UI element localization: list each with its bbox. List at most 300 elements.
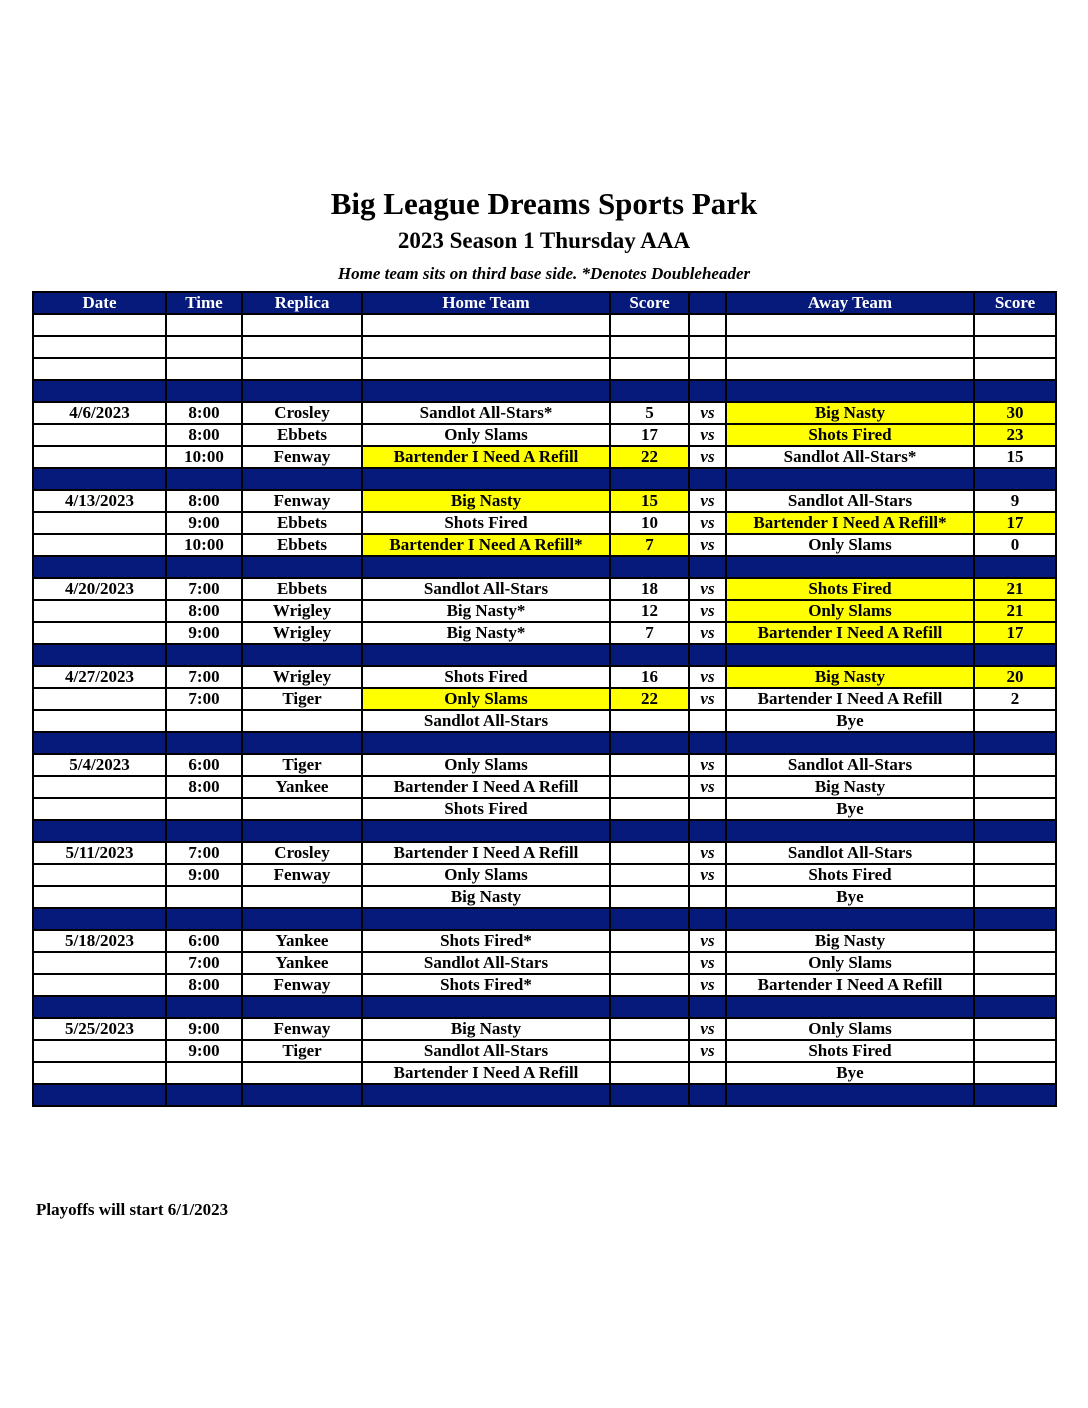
home-score-cell	[610, 732, 689, 754]
game-row	[33, 402, 1056, 424]
date-cell	[33, 468, 166, 490]
home-team-cell: Shots Fired	[362, 512, 610, 534]
schedule-note: Home team sits on third base side. *Denotes Doubleheader	[337, 264, 751, 283]
time-cell	[166, 886, 242, 908]
away-score-cell	[974, 952, 1056, 974]
away-team-cell: Bye	[726, 710, 974, 732]
vs-cell: vs	[689, 1040, 726, 1062]
away-team-cell: Only Slams	[726, 534, 974, 556]
home-score-cell	[610, 1018, 689, 1040]
away-score-cell: 23	[974, 424, 1056, 446]
vs-cell	[689, 908, 726, 930]
home-team-cell: Bartender I Need A Refill	[362, 1062, 610, 1084]
week-separator-row	[33, 820, 1056, 842]
date-cell	[33, 512, 166, 534]
away-team-cell	[726, 732, 974, 754]
home-score-cell	[610, 886, 689, 908]
game-row	[33, 930, 1056, 952]
game-row	[33, 446, 1056, 468]
vs-cell: vs	[689, 930, 726, 952]
replica-cell	[242, 468, 362, 490]
away-score-cell: 17	[974, 512, 1056, 534]
vs-cell	[689, 996, 726, 1018]
home-team-cell: Big Nasty	[362, 1018, 610, 1040]
game-row	[33, 1040, 1056, 1062]
away-team-cell	[726, 556, 974, 578]
date-cell	[33, 1084, 166, 1106]
header-away-team: Away Team	[726, 292, 974, 314]
home-score-cell	[610, 974, 689, 996]
away-score-cell	[974, 710, 1056, 732]
away-score-cell	[974, 886, 1056, 908]
vs-cell	[689, 556, 726, 578]
away-team-cell: Sandlot All-Stars	[726, 842, 974, 864]
away-score-cell	[974, 798, 1056, 820]
away-team-cell: Sandlot All-Stars	[726, 754, 974, 776]
vs-cell	[689, 820, 726, 842]
home-score-cell	[610, 1062, 689, 1084]
away-team-cell: Shots Fired	[726, 578, 974, 600]
replica-cell	[242, 886, 362, 908]
home-score-cell	[610, 864, 689, 886]
replica-cell: Fenway	[242, 864, 362, 886]
replica-cell	[242, 358, 362, 380]
vs-cell: vs	[689, 578, 726, 600]
replica-cell	[242, 908, 362, 930]
away-team-cell: Bye	[726, 1062, 974, 1084]
away-team-cell: Big Nasty	[726, 930, 974, 952]
vs-cell: vs	[689, 622, 726, 644]
date-cell	[33, 864, 166, 886]
away-score-cell	[974, 336, 1056, 358]
time-cell	[166, 732, 242, 754]
replica-cell: Yankee	[242, 952, 362, 974]
replica-cell: Fenway	[242, 974, 362, 996]
home-team-cell: Shots Fired	[362, 798, 610, 820]
away-team-cell: Only Slams	[726, 952, 974, 974]
home-team-cell	[362, 996, 610, 1018]
time-cell: 7:00	[166, 688, 242, 710]
game-row	[33, 688, 1056, 710]
time-cell: 7:00	[166, 842, 242, 864]
away-score-cell: 9	[974, 490, 1056, 512]
away-team-cell: Bartender I Need A Refill*	[726, 512, 974, 534]
home-score-cell	[610, 556, 689, 578]
time-cell: 8:00	[166, 490, 242, 512]
home-team-cell: Only Slams	[362, 754, 610, 776]
away-team-cell: Bartender I Need A Refill	[726, 974, 974, 996]
header-date: Date	[33, 292, 166, 314]
date-cell: 4/6/2023	[33, 402, 166, 424]
week-separator-row	[33, 644, 1056, 666]
home-score-cell: 22	[610, 446, 689, 468]
date-cell: 5/11/2023	[33, 842, 166, 864]
vs-cell: vs	[689, 424, 726, 446]
home-score-cell	[610, 776, 689, 798]
vs-cell: vs	[689, 666, 726, 688]
date-cell	[33, 886, 166, 908]
home-score-cell: 15	[610, 490, 689, 512]
away-team-cell	[726, 820, 974, 842]
home-score-cell: 22	[610, 688, 689, 710]
date-cell	[33, 1062, 166, 1084]
vs-cell	[689, 644, 726, 666]
week-separator-row	[33, 996, 1056, 1018]
home-score-cell	[610, 798, 689, 820]
time-cell: 8:00	[166, 776, 242, 798]
away-team-cell: Big Nasty	[726, 776, 974, 798]
date-cell: 4/13/2023	[33, 490, 166, 512]
home-score-cell	[610, 1040, 689, 1062]
home-team-cell: Bartender I Need A Refill	[362, 446, 610, 468]
blank-row	[33, 314, 1056, 336]
schedule-body	[33, 314, 1056, 1106]
home-score-cell: 10	[610, 512, 689, 534]
game-row	[33, 1018, 1056, 1040]
date-cell	[33, 798, 166, 820]
home-team-cell: Sandlot All-Stars	[362, 1040, 610, 1062]
replica-cell: Tiger	[242, 688, 362, 710]
vs-cell	[689, 1084, 726, 1106]
away-team-cell	[726, 380, 974, 402]
replica-cell: Fenway	[242, 490, 362, 512]
time-cell: 10:00	[166, 534, 242, 556]
time-cell: 7:00	[166, 578, 242, 600]
replica-cell: Ebbets	[242, 534, 362, 556]
vs-cell	[689, 358, 726, 380]
header-row	[33, 292, 1056, 314]
time-cell: 7:00	[166, 952, 242, 974]
time-cell	[166, 644, 242, 666]
date-cell	[33, 974, 166, 996]
home-score-cell	[610, 820, 689, 842]
home-score-cell: 16	[610, 666, 689, 688]
replica-cell	[242, 380, 362, 402]
away-team-cell: Bye	[726, 798, 974, 820]
vs-cell: vs	[689, 864, 726, 886]
time-cell: 10:00	[166, 446, 242, 468]
vs-cell	[689, 1062, 726, 1084]
date-cell	[33, 424, 166, 446]
away-team-cell: Shots Fired	[726, 864, 974, 886]
vs-cell: vs	[689, 512, 726, 534]
replica-cell	[242, 798, 362, 820]
away-score-cell	[974, 930, 1056, 952]
game-row	[33, 666, 1056, 688]
game-row	[33, 842, 1056, 864]
header-time: Time	[166, 292, 242, 314]
away-team-cell: Sandlot All-Stars*	[726, 446, 974, 468]
date-cell	[33, 556, 166, 578]
home-score-cell	[610, 952, 689, 974]
replica-cell: Ebbets	[242, 512, 362, 534]
away-team-cell: Big Nasty	[726, 666, 974, 688]
away-score-cell	[974, 358, 1056, 380]
home-team-cell	[362, 468, 610, 490]
replica-cell: Wrigley	[242, 600, 362, 622]
time-cell: 9:00	[166, 1018, 242, 1040]
time-cell	[166, 908, 242, 930]
vs-cell: vs	[689, 600, 726, 622]
date-cell: 5/18/2023	[33, 930, 166, 952]
game-row	[33, 952, 1056, 974]
away-team-cell: Only Slams	[726, 600, 974, 622]
home-team-cell: Only Slams	[362, 424, 610, 446]
header-home-score: Score	[610, 292, 689, 314]
replica-cell: Yankee	[242, 776, 362, 798]
game-row	[33, 600, 1056, 622]
header-replica: Replica	[242, 292, 362, 314]
home-score-cell	[610, 644, 689, 666]
blank-row	[33, 336, 1056, 358]
date-cell	[33, 688, 166, 710]
week-separator-row	[33, 908, 1056, 930]
game-row	[33, 622, 1056, 644]
home-team-cell	[362, 336, 610, 358]
header-vs	[689, 292, 726, 314]
home-score-cell	[610, 468, 689, 490]
away-team-cell	[726, 996, 974, 1018]
home-score-cell	[610, 1084, 689, 1106]
home-score-cell	[610, 336, 689, 358]
home-team-cell	[362, 380, 610, 402]
vs-cell	[689, 314, 726, 336]
away-score-cell	[974, 754, 1056, 776]
time-cell	[166, 1062, 242, 1084]
away-score-cell	[974, 314, 1056, 336]
date-cell	[33, 622, 166, 644]
time-cell	[166, 314, 242, 336]
home-score-cell	[610, 930, 689, 952]
replica-cell	[242, 336, 362, 358]
home-team-cell: Shots Fired	[362, 666, 610, 688]
home-score-cell	[610, 314, 689, 336]
home-score-cell: 12	[610, 600, 689, 622]
vs-cell: vs	[689, 402, 726, 424]
playoffs-note: Playoffs will start 6/1/2023	[36, 1200, 229, 1219]
date-cell	[33, 446, 166, 468]
time-cell	[166, 556, 242, 578]
away-team-cell	[726, 358, 974, 380]
time-cell	[166, 710, 242, 732]
vs-cell: vs	[689, 534, 726, 556]
away-score-cell	[974, 732, 1056, 754]
game-row	[33, 974, 1056, 996]
away-score-cell: 17	[974, 622, 1056, 644]
away-score-cell: 21	[974, 600, 1056, 622]
date-cell	[33, 820, 166, 842]
date-cell	[33, 600, 166, 622]
home-team-cell	[362, 644, 610, 666]
away-team-cell: Bye	[726, 886, 974, 908]
away-team-cell	[726, 336, 974, 358]
game-row	[33, 886, 1056, 908]
replica-cell: Yankee	[242, 930, 362, 952]
date-cell: 4/20/2023	[33, 578, 166, 600]
week-separator-row	[33, 380, 1056, 402]
away-team-cell: Big Nasty	[726, 402, 974, 424]
time-cell: 9:00	[166, 864, 242, 886]
week-separator-row	[33, 732, 1056, 754]
date-cell: 5/4/2023	[33, 754, 166, 776]
replica-cell	[242, 556, 362, 578]
time-cell: 7:00	[166, 666, 242, 688]
away-score-cell	[974, 1018, 1056, 1040]
time-cell: 9:00	[166, 512, 242, 534]
replica-cell: Ebbets	[242, 424, 362, 446]
time-cell: 9:00	[166, 1040, 242, 1062]
time-cell: 6:00	[166, 754, 242, 776]
away-score-cell: 15	[974, 446, 1056, 468]
time-cell	[166, 468, 242, 490]
away-score-cell	[974, 996, 1056, 1018]
replica-cell	[242, 996, 362, 1018]
vs-cell: vs	[689, 446, 726, 468]
date-cell	[33, 732, 166, 754]
away-score-cell: 21	[974, 578, 1056, 600]
replica-cell: Crosley	[242, 402, 362, 424]
replica-cell: Ebbets	[242, 578, 362, 600]
date-cell	[33, 776, 166, 798]
replica-cell	[242, 314, 362, 336]
replica-cell: Fenway	[242, 1018, 362, 1040]
home-team-cell: Only Slams	[362, 688, 610, 710]
week-separator-row	[33, 556, 1056, 578]
away-team-cell: Only Slams	[726, 1018, 974, 1040]
game-row	[33, 490, 1056, 512]
home-score-cell	[610, 996, 689, 1018]
time-cell: 6:00	[166, 930, 242, 952]
time-cell	[166, 336, 242, 358]
away-score-cell	[974, 468, 1056, 490]
vs-cell	[689, 732, 726, 754]
time-cell: 8:00	[166, 600, 242, 622]
blank-row	[33, 358, 1056, 380]
game-row	[33, 1062, 1056, 1084]
away-score-cell: 0	[974, 534, 1056, 556]
home-team-cell: Sandlot All-Stars	[362, 710, 610, 732]
vs-cell: vs	[689, 776, 726, 798]
home-team-cell: Bartender I Need A Refill*	[362, 534, 610, 556]
away-team-cell: Bartender I Need A Refill	[726, 622, 974, 644]
replica-cell: Tiger	[242, 754, 362, 776]
vs-cell	[689, 886, 726, 908]
away-score-cell	[974, 1062, 1056, 1084]
replica-cell	[242, 1084, 362, 1106]
away-team-cell: Shots Fired	[726, 1040, 974, 1062]
date-cell	[33, 534, 166, 556]
home-team-cell: Shots Fired*	[362, 974, 610, 996]
away-score-cell	[974, 380, 1056, 402]
vs-cell	[689, 336, 726, 358]
header-away-score: Score	[974, 292, 1056, 314]
away-team-cell	[726, 644, 974, 666]
game-row	[33, 864, 1056, 886]
away-score-cell: 30	[974, 402, 1056, 424]
replica-cell	[242, 820, 362, 842]
date-cell: 5/25/2023	[33, 1018, 166, 1040]
vs-cell: vs	[689, 490, 726, 512]
date-cell	[33, 710, 166, 732]
time-cell	[166, 798, 242, 820]
page-subtitle: 2023 Season 1 Thursday AAA	[397, 228, 691, 253]
home-score-cell	[610, 754, 689, 776]
home-team-cell	[362, 314, 610, 336]
time-cell	[166, 1084, 242, 1106]
home-team-cell	[362, 908, 610, 930]
replica-cell: Fenway	[242, 446, 362, 468]
game-row	[33, 578, 1056, 600]
home-team-cell	[362, 358, 610, 380]
time-cell	[166, 996, 242, 1018]
home-team-cell: Bartender I Need A Refill	[362, 842, 610, 864]
away-score-cell: 20	[974, 666, 1056, 688]
time-cell	[166, 358, 242, 380]
away-score-cell	[974, 974, 1056, 996]
vs-cell: vs	[689, 842, 726, 864]
game-row	[33, 534, 1056, 556]
home-score-cell	[610, 358, 689, 380]
game-row	[33, 512, 1056, 534]
date-cell	[33, 952, 166, 974]
game-row	[33, 776, 1056, 798]
date-cell	[33, 996, 166, 1018]
vs-cell: vs	[689, 952, 726, 974]
vs-cell	[689, 380, 726, 402]
game-row	[33, 710, 1056, 732]
game-row	[33, 754, 1056, 776]
away-score-cell	[974, 820, 1056, 842]
date-cell: 4/27/2023	[33, 666, 166, 688]
header-home-team: Home Team	[362, 292, 610, 314]
week-separator-row	[33, 1084, 1056, 1106]
date-cell	[33, 908, 166, 930]
away-score-cell	[974, 1040, 1056, 1062]
away-team-cell	[726, 468, 974, 490]
away-team-cell: Bartender I Need A Refill	[726, 688, 974, 710]
away-score-cell	[974, 776, 1056, 798]
home-score-cell	[610, 842, 689, 864]
away-score-cell: 2	[974, 688, 1056, 710]
date-cell	[33, 1040, 166, 1062]
home-team-cell: Big Nasty*	[362, 600, 610, 622]
vs-cell: vs	[689, 974, 726, 996]
home-team-cell: Big Nasty	[362, 490, 610, 512]
home-team-cell: Bartender I Need A Refill	[362, 776, 610, 798]
home-score-cell: 18	[610, 578, 689, 600]
home-team-cell	[362, 1084, 610, 1106]
vs-cell	[689, 710, 726, 732]
away-score-cell	[974, 1084, 1056, 1106]
time-cell: 8:00	[166, 974, 242, 996]
home-team-cell: Big Nasty	[362, 886, 610, 908]
time-cell	[166, 380, 242, 402]
home-team-cell: Sandlot All-Stars*	[362, 402, 610, 424]
game-row	[33, 424, 1056, 446]
vs-cell	[689, 798, 726, 820]
replica-cell	[242, 732, 362, 754]
replica-cell: Crosley	[242, 842, 362, 864]
home-score-cell	[610, 710, 689, 732]
away-team-cell	[726, 1084, 974, 1106]
away-score-cell	[974, 556, 1056, 578]
away-score-cell	[974, 842, 1056, 864]
time-cell: 8:00	[166, 402, 242, 424]
date-cell	[33, 380, 166, 402]
home-score-cell	[610, 908, 689, 930]
date-cell	[33, 644, 166, 666]
vs-cell: vs	[689, 688, 726, 710]
